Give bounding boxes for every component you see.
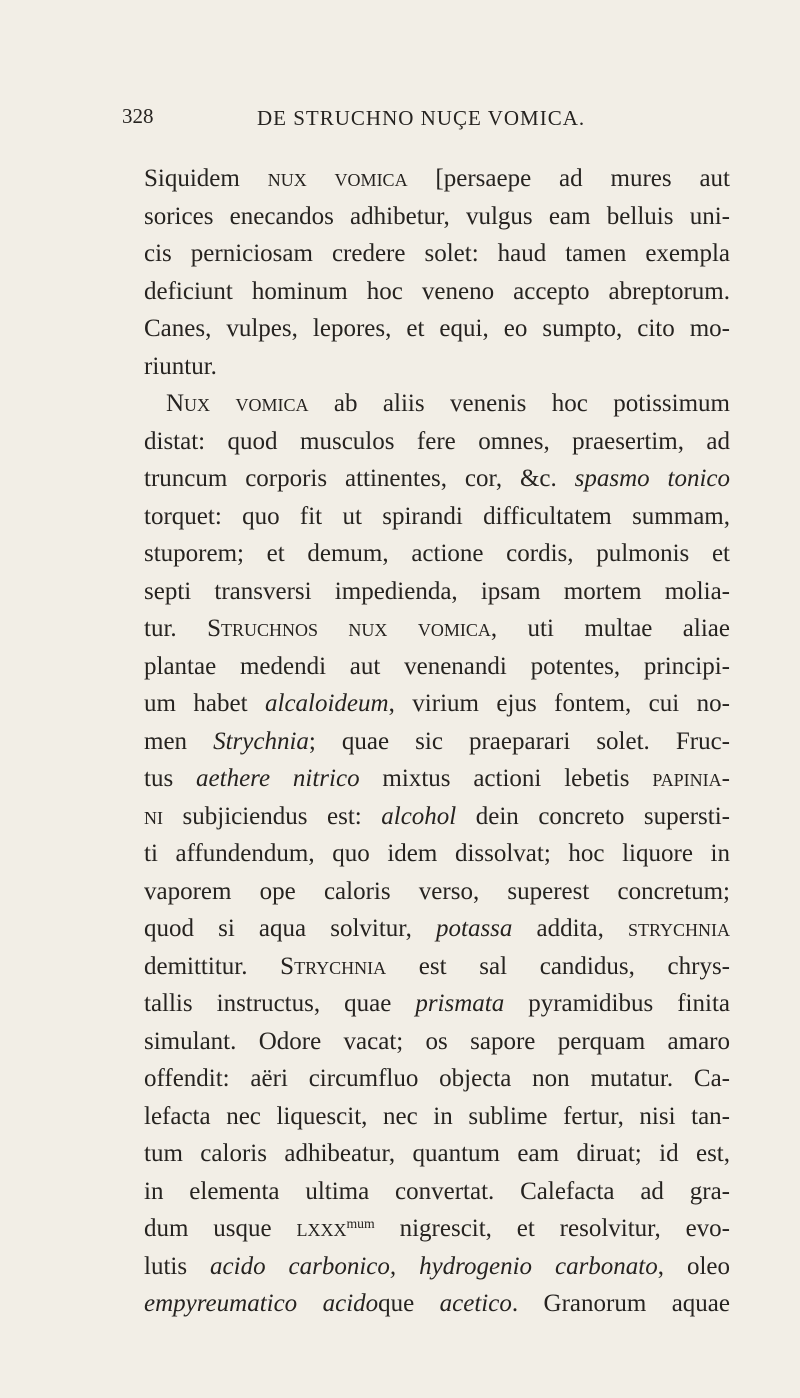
text-line bbox=[144, 760, 730, 798]
text-span: Canes, vulpes, lepores, et equi, eo sumpto, cito mo- bbox=[144, 315, 730, 342]
text-span: ni bbox=[144, 802, 163, 830]
text-span: nigrescit, et resolvitur, evo- bbox=[374, 1215, 731, 1242]
text-line bbox=[144, 310, 730, 348]
text-line bbox=[144, 1285, 730, 1323]
text-span: distat: quod musculos fere omnes, praesertim, ad bbox=[144, 427, 730, 455]
text-span: Struchnos nux vomica bbox=[207, 615, 491, 642]
text-span: , oleo bbox=[657, 1252, 731, 1280]
text-span: pyramidibus finita bbox=[504, 990, 730, 1017]
text-span: sorices enecandos adhibetur, vulgus eam belluis uni- bbox=[144, 202, 730, 230]
page-number: 328 bbox=[122, 104, 154, 128]
text-span: um habet bbox=[144, 690, 265, 717]
text-span: . Granorum aquae bbox=[511, 1290, 730, 1317]
text-span: Nux vomica bbox=[166, 390, 309, 417]
text-line bbox=[144, 1248, 730, 1286]
text-line bbox=[144, 573, 730, 611]
text-span: stuporem; et demum, actione cordis, pulmonis et bbox=[144, 540, 730, 567]
text-span: deficiunt hominum hoc veneno accepto abreptorum. bbox=[144, 277, 730, 305]
text-line bbox=[144, 723, 730, 761]
text-line bbox=[144, 423, 730, 461]
text-span: dum usque bbox=[144, 1215, 297, 1242]
text-span: ; quae sic praeparari solet. Fruc- bbox=[308, 727, 730, 755]
running-head: DE STRUCHNO NUÇE VOMICA. bbox=[257, 106, 586, 130]
text-line bbox=[144, 1098, 730, 1136]
text-span: nux vomica bbox=[267, 165, 408, 192]
text-span: lefacta nec liquescit, nec in sublime fertur, nisi tan- bbox=[144, 1102, 730, 1130]
text-line bbox=[144, 535, 730, 573]
text-span: strychnia bbox=[627, 915, 730, 942]
text-line bbox=[144, 198, 730, 236]
body-text bbox=[144, 160, 730, 1323]
text-span: lxxx bbox=[296, 1215, 347, 1242]
text-span: Siquidem bbox=[144, 165, 268, 192]
text-span: tallis instructus, quae bbox=[144, 990, 416, 1017]
text-span: demittitur. bbox=[144, 952, 281, 980]
text-span: , virium ejus fontem, cui no- bbox=[388, 690, 730, 717]
text-line bbox=[144, 1173, 730, 1211]
text-span: empyreumatico acido bbox=[144, 1290, 379, 1317]
text-span: tur. bbox=[144, 615, 208, 642]
text-line bbox=[144, 798, 730, 836]
text-span: truncum corporis attinentes, cor, &c. bbox=[144, 465, 575, 492]
text-line bbox=[144, 648, 730, 686]
text-line bbox=[144, 910, 730, 948]
text-span: plantae medendi aut venenandi potentes, principi- bbox=[144, 652, 730, 680]
text-line bbox=[144, 1023, 730, 1061]
text-span: papinia- bbox=[652, 765, 730, 792]
text-line bbox=[144, 460, 730, 498]
text-span: alcaloideum bbox=[265, 690, 389, 717]
text-span: lutis bbox=[144, 1252, 211, 1280]
text-span: subjiciendus est: bbox=[163, 802, 382, 830]
text-line bbox=[144, 498, 730, 536]
text-span: que bbox=[378, 1290, 440, 1317]
text-span: aethere nitrico bbox=[196, 765, 360, 792]
text-span: cis perniciosam credere solet: haud tamen exempla bbox=[144, 240, 730, 267]
text-span: septi transversi impedienda, ipsam mortem molia- bbox=[144, 577, 730, 605]
text-span: vaporem ope caloris verso, superest concretum; bbox=[144, 877, 730, 905]
text-span: , uti multae aliae bbox=[490, 615, 730, 642]
text-span: tum caloris adhibeatur, quantum eam diruat; id est, bbox=[144, 1140, 730, 1167]
text-line bbox=[144, 1135, 730, 1173]
text-span: mixtus actioni lebetis bbox=[359, 765, 653, 792]
text-span: potassa bbox=[436, 915, 513, 942]
text-span: ti affundendum, quo idem dissolvat; hoc liquore in bbox=[144, 840, 730, 867]
text-span: spasmo tonico bbox=[574, 465, 730, 492]
text-line bbox=[144, 985, 730, 1023]
text-span: in elementa ultima convertat. Calefacta ad gra- bbox=[144, 1177, 730, 1205]
text-line bbox=[144, 873, 730, 911]
text-span: addita, bbox=[512, 915, 628, 942]
text-span: quod si aqua solvitur, bbox=[144, 915, 436, 942]
text-span: mum bbox=[346, 1215, 375, 1231]
text-span: riuntur. bbox=[144, 352, 217, 380]
text-span: acetico bbox=[439, 1290, 512, 1317]
text-line bbox=[144, 235, 730, 273]
text-span: prismata bbox=[415, 990, 505, 1017]
text-span: alcohol bbox=[381, 802, 457, 830]
text-span: tus bbox=[144, 765, 197, 792]
text-span: dein concreto supersti- bbox=[456, 802, 730, 830]
text-span: Strychnia bbox=[280, 952, 387, 980]
text-span: acido carbonico, hydrogenio carbonato bbox=[210, 1252, 658, 1280]
text-line bbox=[144, 685, 730, 723]
text-span: Strychnia bbox=[213, 727, 309, 755]
text-line bbox=[144, 610, 730, 648]
text-span: [persaepe ad mures aut bbox=[407, 165, 730, 192]
text-line bbox=[144, 385, 730, 423]
text-line bbox=[144, 1210, 730, 1248]
text-line bbox=[144, 160, 730, 198]
text-span: est sal candidus, chrys- bbox=[386, 952, 731, 980]
text-span: torquet: quo fit ut spirandi difficultatem summam, bbox=[144, 502, 730, 530]
text-span: ab aliis venenis hoc potissimum bbox=[308, 390, 730, 417]
text-line bbox=[144, 273, 730, 311]
text-span: simulant. Odore vacat; os sapore perquam amaro bbox=[144, 1027, 730, 1055]
text-span: offendit: aëri circumfluo objecta non mutatur. Ca- bbox=[144, 1065, 730, 1092]
text-line bbox=[144, 1060, 730, 1098]
text-line bbox=[144, 835, 730, 873]
text-span: men bbox=[144, 727, 214, 755]
text-line bbox=[144, 348, 730, 386]
text-line bbox=[144, 948, 730, 986]
